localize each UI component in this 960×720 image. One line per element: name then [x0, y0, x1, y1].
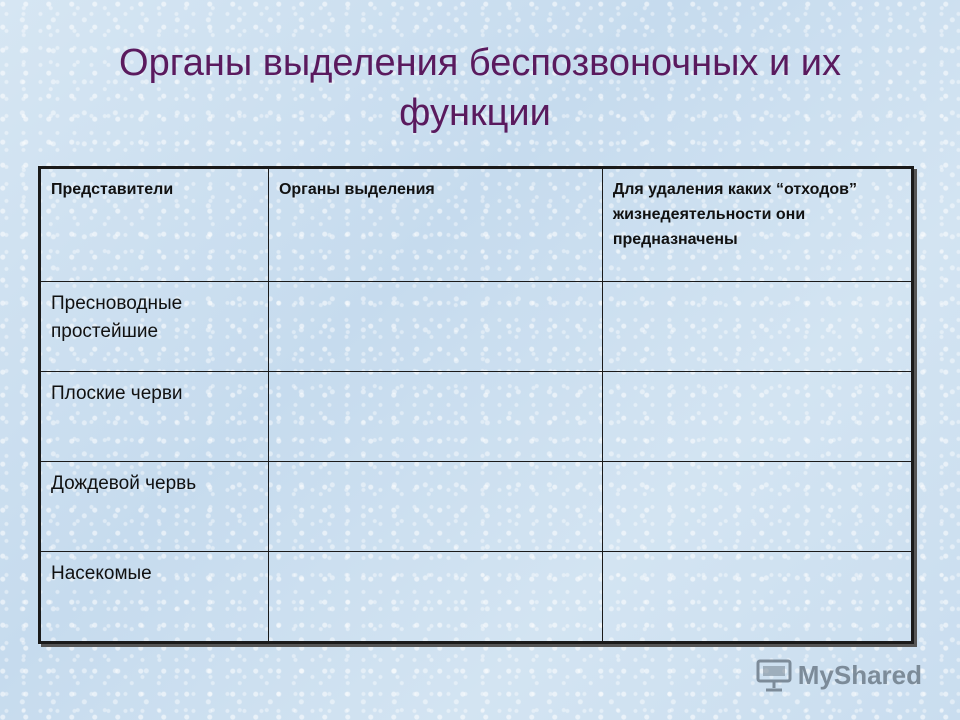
- table-row: [40, 551, 913, 642]
- watermark-text: MyShared: [797, 659, 922, 690]
- table-header-row: [40, 168, 913, 282]
- cell-organs: [268, 551, 602, 642]
- table-row: [40, 461, 913, 551]
- cell-representative: Плоские черви: [40, 371, 269, 461]
- myshared-watermark: [756, 658, 922, 692]
- header-waste-purpose: Для удаления каких “отходов” жизнедеятельности они предназначены: [602, 168, 912, 282]
- page-title: [0, 38, 960, 138]
- cell-purpose: [602, 282, 912, 372]
- cell-purpose: [602, 551, 912, 642]
- presentation-board-icon: [756, 658, 792, 692]
- header-excretory-organs: Органы выделения: [268, 168, 602, 282]
- cell-purpose: [602, 371, 912, 461]
- cell-organs: [268, 371, 602, 461]
- table-row: [40, 371, 913, 461]
- title-line-1: Органы выделения беспозвоночных и их: [119, 42, 841, 84]
- title-line-2: функции: [399, 92, 551, 134]
- cell-purpose: [602, 461, 912, 551]
- table-row: [40, 282, 913, 372]
- cell-representative: Дождевой червь: [40, 461, 269, 551]
- excretory-organs-table: [38, 166, 914, 644]
- header-representatives: Представители: [40, 168, 269, 282]
- cell-organs: [268, 282, 602, 372]
- cell-organs: [268, 461, 602, 551]
- cell-representative: Пресноводные простейшие: [40, 282, 269, 372]
- cell-representative: Насекомые: [40, 551, 269, 642]
